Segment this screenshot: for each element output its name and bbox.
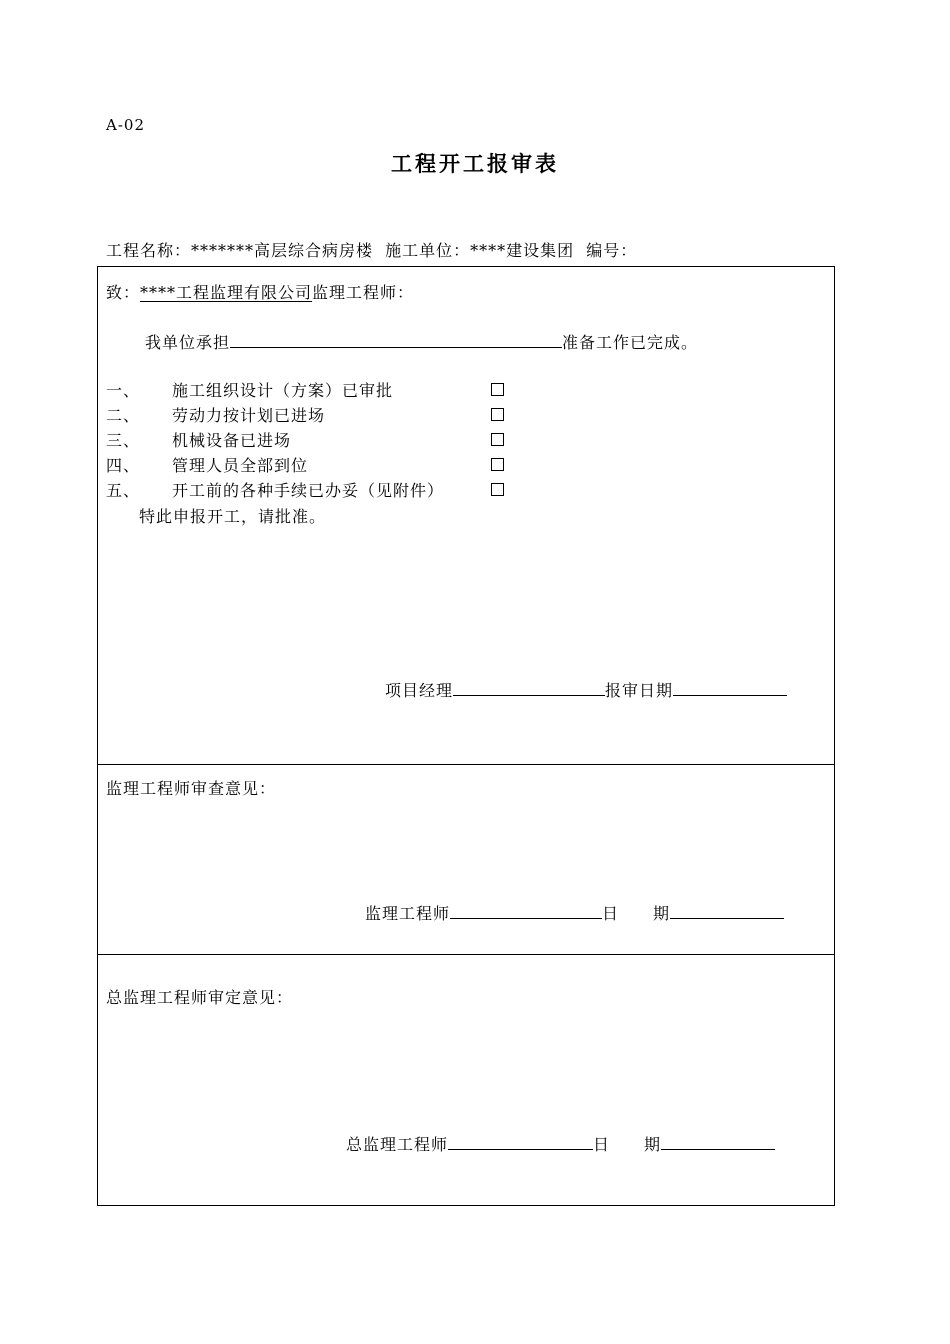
supervisor-blank[interactable] [450,900,602,919]
document-code: A-02 [106,116,145,134]
chief-supervisor-section [98,955,834,1206]
to-suffix: 监理工程师： [312,283,415,302]
checklist-item [106,378,393,401]
report-date-label: 报审日期 [605,681,674,700]
signature-line [346,1131,775,1155]
supervisor-company: ****工程监理有限公司 [140,283,313,302]
checklist-item [106,428,291,451]
report-date-blank[interactable] [673,677,787,696]
checkbox[interactable] [491,383,504,396]
date-blank[interactable] [661,1131,775,1150]
closing-text: 特此申报开工，请批准。 [139,507,327,526]
signature-line [365,900,784,924]
supervisor-review-section [98,765,834,955]
project-manager-label: 项目经理 [385,681,454,700]
addressee-line [106,280,414,303]
form-number-label: 编号： [586,241,638,260]
item-number: 三、 [106,431,141,450]
form-title: 工程开工报审表 [391,151,559,176]
to-prefix: 致： [106,283,141,302]
checkbox[interactable] [491,458,504,471]
checkbox[interactable] [491,433,504,446]
item-number: 五、 [106,481,141,500]
item-text: 劳动力按计划已进场 [172,406,326,425]
item-text: 施工组织设计（方案）已审批 [172,381,394,400]
checklist-item [106,453,308,476]
checklist-item [106,403,325,426]
checkbox[interactable] [491,408,504,421]
item-text: 开工前的各种手续已办妥（见附件） [172,481,445,500]
signature-line [385,677,787,701]
item-number: 二、 [106,406,141,425]
undertake-suffix: 准备工作已完成。 [562,333,699,352]
project-manager-blank[interactable] [453,677,605,696]
form-table [97,266,835,1206]
form-meta-line [106,238,643,261]
undertake-prefix: 我单位承担 [145,333,231,352]
checkbox[interactable] [491,483,504,496]
date-label: 日 期 [602,904,671,923]
chief-supervisor-label: 总监理工程师 [346,1135,449,1154]
checklist-item [106,478,444,501]
item-text: 机械设备已进场 [172,431,292,450]
undertake-line [145,329,698,353]
project-blank[interactable] [230,329,562,348]
project-name: 工程名称：*******高层综合病房楼 [106,241,374,260]
date-label: 日 期 [593,1135,662,1154]
chief-supervisor-blank[interactable] [448,1131,593,1150]
item-number: 四、 [106,456,141,475]
supervisor-label: 监理工程师 [365,904,451,923]
chief-review-heading: 总监理工程师审定意见： [106,988,294,1007]
application-section [98,267,834,765]
item-text: 管理人员全部到位 [172,456,309,475]
item-number: 一、 [106,381,141,400]
contractor-name: 施工单位：****建设集团 [385,241,575,260]
supervisor-review-heading: 监理工程师审查意见： [106,779,277,798]
date-blank[interactable] [670,900,784,919]
